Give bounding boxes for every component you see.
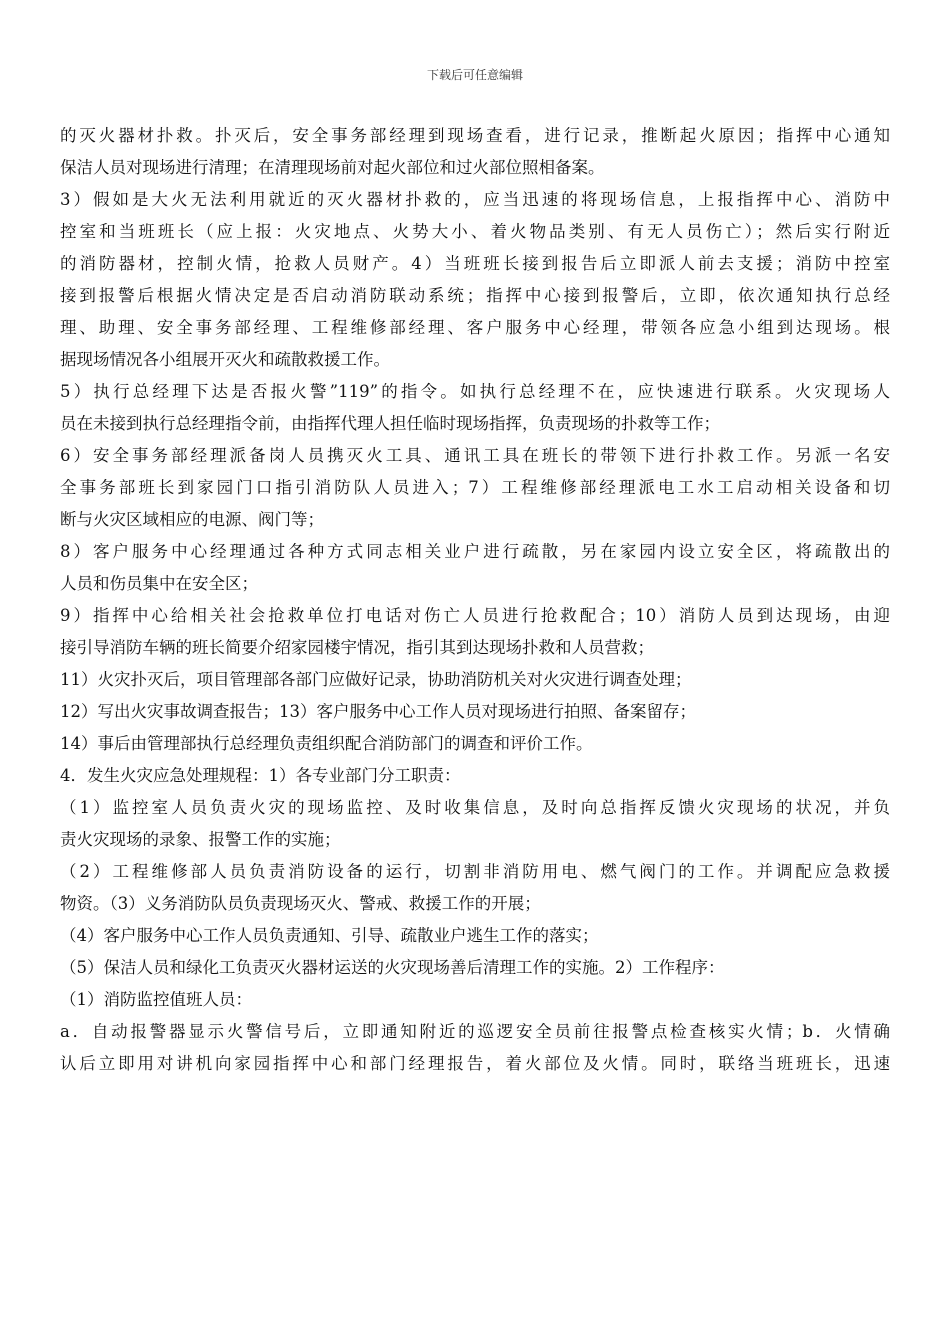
- text-line: 据现场情况各小组展开灭火和疏散救援工作。: [60, 350, 390, 369]
- text-line: 理、助理、安全事务部经理、工程维修部经理、客户服务中心经理，带领各应急小组到达现场。根: [60, 318, 890, 337]
- text-line: 5）执行总经理下达是否报火警”119”的指令。如执行总经理不在，应快速进行联系。火灾现场人: [60, 382, 890, 401]
- text-line: （5）保洁人员和绿化工负责灭火器材运送的火灾现场善后清理工作的实施。2）工作程序：: [60, 958, 725, 977]
- text-line: 保洁人员对现场进行清理；在清理现场前对起火部位和过火部位照相备案。: [60, 158, 605, 177]
- text-line: 11）火灾扑灭后，项目管理部各部门应做好记录，协助消防机关对火灾进行调查处理；: [60, 670, 692, 689]
- text-line: （2）工程维修部人员负责消防设备的运行，切割非消防用电、燃气阀门的工作。并调配应急救援: [60, 862, 890, 881]
- text-line: 4．发生火灾应急处理规程：1）各专业部门分工职责：: [60, 766, 461, 785]
- text-line: 全事务部班长到家园门口指引消防队人员进入；7）工程维修部经理派电工水工启动相关设备和切: [60, 478, 890, 497]
- text-line: 断与火灾区域相应的电源、阀门等；: [60, 510, 324, 529]
- text-line: （1）消防监控值班人员：: [60, 990, 252, 1009]
- text-line: 认后立即用对讲机向家园指挥中心和部门经理报告，着火部位及火情。同时，联络当班班长，迅速: [60, 1054, 890, 1073]
- text-line: （4）客户服务中心工作人员负责通知、引导、疏散业户逃生工作的落实；: [60, 926, 599, 945]
- text-line: 8）客户服务中心经理通过各种方式同志相关业户进行疏散，另在家园内设立安全区，将疏散出的: [60, 542, 890, 561]
- text-line: 6）安全事务部经理派备岗人员携灭火工具、通讯工具在班长的带领下进行扑救工作。另派一名安: [60, 446, 890, 465]
- text-line: 员在未接到执行总经理指令前，由指挥代理人担任临时现场指挥，负责现场的扑救等工作；: [60, 414, 720, 433]
- text-line: 12）写出火灾事故调查报告；13）客户服务中心工作人员对现场进行拍照、备案留存；: [60, 702, 696, 721]
- text-line: 接引导消防车辆的班长简要介绍家园楼宇情况，指引其到达现场扑救和人员营救；: [60, 638, 654, 657]
- text-line: 责火灾现场的录象、报警工作的实施；: [60, 830, 341, 849]
- text-line: 的灭火器材扑救。扑灭后，安全事务部经理到现场查看，进行记录，推断起火原因；指挥中心通知: [60, 126, 890, 145]
- text-line: 接到报警后根据火情决定是否启动消防联动系统；指挥中心接到报警后，立即，依次通知执行总经: [60, 286, 890, 305]
- page-header-note: 下载后可任意编辑: [426, 68, 523, 82]
- text-line: 控室和当班班长（应上报：火灾地点、火势大小、着火物品类别、有无人员伤亡）；然后实行附近: [60, 222, 890, 241]
- text-line: a．自动报警器显示火警信号后，立即通知附近的巡逻安全员前往报警点检查核实火情；b．火情确: [60, 1022, 890, 1041]
- text-line: 物资。（3）义务消防队员负责现场灭火、警戒、救援工作的开展；: [60, 894, 541, 913]
- text-line: 3）假如是大火无法利用就近的灭火器材扑救的，应当迅速的将现场信息，上报指挥中心、消防中: [60, 190, 890, 209]
- body-text: [60, 120, 890, 1080]
- text-line: 人员和伤员集中在安全区；: [60, 574, 258, 593]
- text-line: 14）事后由管理部执行总经理负责组织配合消防部门的调查和评价工作。: [60, 734, 593, 753]
- text-line: 9）指挥中心给相关社会抢救单位打电话对伤亡人员进行抢救配合；10）消防人员到达现场，由迎: [60, 606, 890, 625]
- text-line: 的消防器材，控制火情，抢救人员财产。4）当班班长接到报告后立即派人前去支援；消防中控室: [60, 254, 890, 273]
- text-line: （1）监控室人员负责火灾的现场监控、及时收集信息，及时向总指挥反馈火灾现场的状况，并负: [60, 798, 890, 817]
